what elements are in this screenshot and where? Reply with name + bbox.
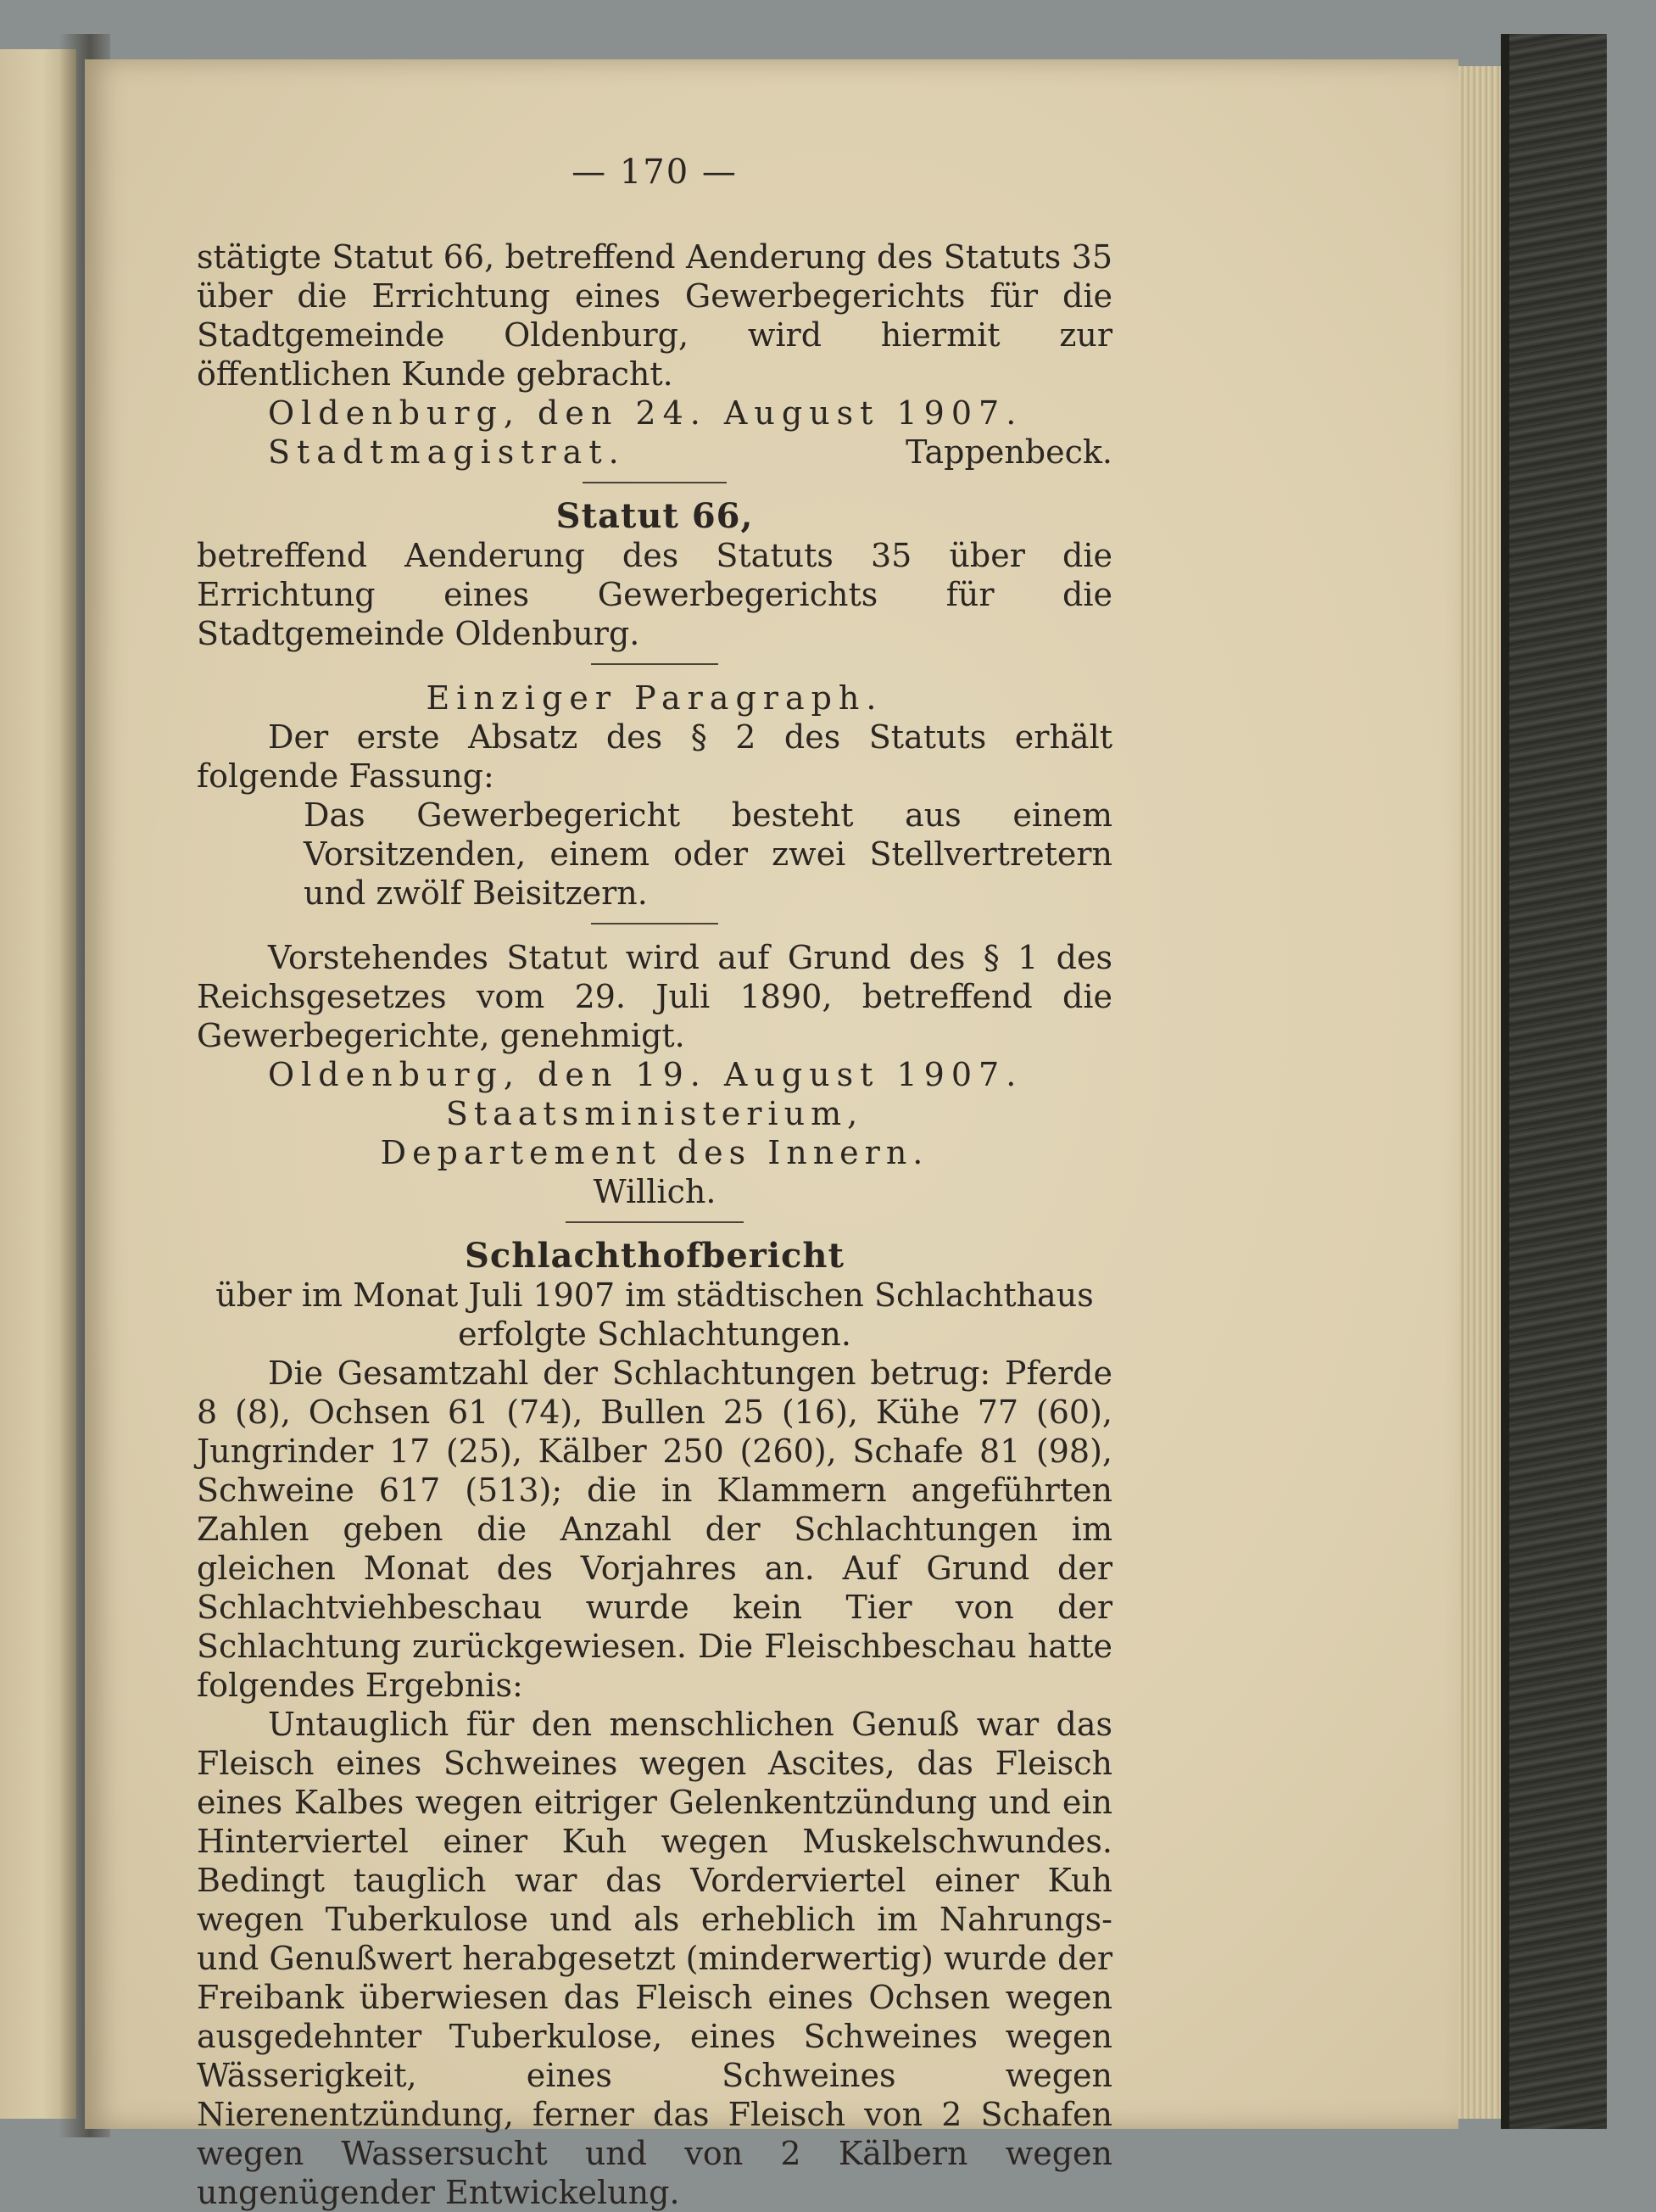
approval-text: Vorstehendes Statut wird auf Grund des § 1 des Reichsgesetzes vom 29. Juli 1890, betreffend die Gewerbegerichte, genehmigt.: [197, 939, 1112, 1054]
report-title: Schlachthofbericht: [465, 1236, 845, 1276]
page-number: — 170 —: [572, 153, 738, 192]
approval-authority-1: Staatsministerium,: [445, 1095, 864, 1132]
divider: [591, 923, 718, 924]
paragraph-heading: Einziger Paragraph.: [426, 679, 884, 717]
report-paragraph-2: Untauglich für den menschlichen Genuß war das Fleisch eines Schweines wegen Ascites, das Fleisch eines Kalbes wegen eitriger Gelenkentzündung und ein Hinterviertel einer Kuh wegen Muskelschwundes. Bedingt tauglich war das Vorderviertel einer Kuh wegen Tuberkulose und als erheblich im Nahrungs- und Genußwert herabgesetzt (minderwertig) wurde der Freibank überwiesen das Fleisch eines Ochsen wegen ausgedehnter Tuberkulose, eines Schweines wegen Wässerigkeit, eines Schweines wegen Nierenentzündung, ferner das Fleisch von 2 Schafen wegen Wassersucht und von 2 Kälbern wegen ungenügender Entwickelung.: [197, 1706, 1112, 2211]
approval-date: Oldenburg, den 19. August 1907.: [268, 1056, 1023, 1093]
intro-paragraph: stätigte Statut 66, betreffend Aenderung des Statuts 35 über die Errichtung eines Gewerbegerichts für die Stadtgemeinde Oldenburg, wird hiermit zur öffentlichen Kunde gebracht.: [197, 238, 1112, 393]
statut-title: Statut 66,: [555, 496, 754, 536]
intro-signature-right: Tappenbeck.: [906, 433, 1112, 471]
intro-signature-left: Stadtmagistrat.: [268, 433, 626, 471]
report-paragraph-1: Die Gesamtzahl der Schlachtungen betrug: Pferde 8 (8), Ochsen 61 (74), Bullen 25 (16), Kühe 77 (60), Jungrinder 17 (25), Kälber 250 (260), Schafe 81 (98), Schweine 617 (513); die in Klammern angeführten Zahlen geben die Anzahl der Schlachtungen im gleichen Monat des Vorjahres an. Auf Grund der Schlachtviehbeschau wurde kein Tier von der Schlachtung zurückgewiesen. Die Fleischbeschau hatte folgendes Ergebnis:: [197, 1355, 1112, 1704]
statut-quote: Das Gewerbegericht besteht aus einem Vorsitzenden, einem oder zwei Stellvertretern und zwölf Beisitzern.: [304, 796, 1112, 912]
statut-subtitle: betreffend Aenderung des Statuts 35 über die Errichtung eines Gewerbegerichts für die Stadtgemeinde Oldenburg.: [197, 537, 1112, 652]
statut-body: Der erste Absatz des § 2 des Statuts erhält folgende Fassung:: [197, 718, 1112, 795]
approval-authority-2: Departement des Innern.: [380, 1134, 929, 1171]
divider: [583, 482, 727, 483]
divider: [591, 663, 718, 665]
intro-date: Oldenburg, den 24. August 1907.: [268, 394, 1023, 432]
intro-signature-row: [197, 433, 1112, 472]
divider: [566, 1221, 744, 1223]
report-subtitle: über im Monat Juli 1907 im städtischen Schlachthaus erfolgte Schlachtungen.: [215, 1276, 1094, 1353]
book-cover: [1509, 34, 1607, 2129]
approval-signature: Willich.: [593, 1173, 716, 1210]
page-text: [197, 153, 1112, 2212]
